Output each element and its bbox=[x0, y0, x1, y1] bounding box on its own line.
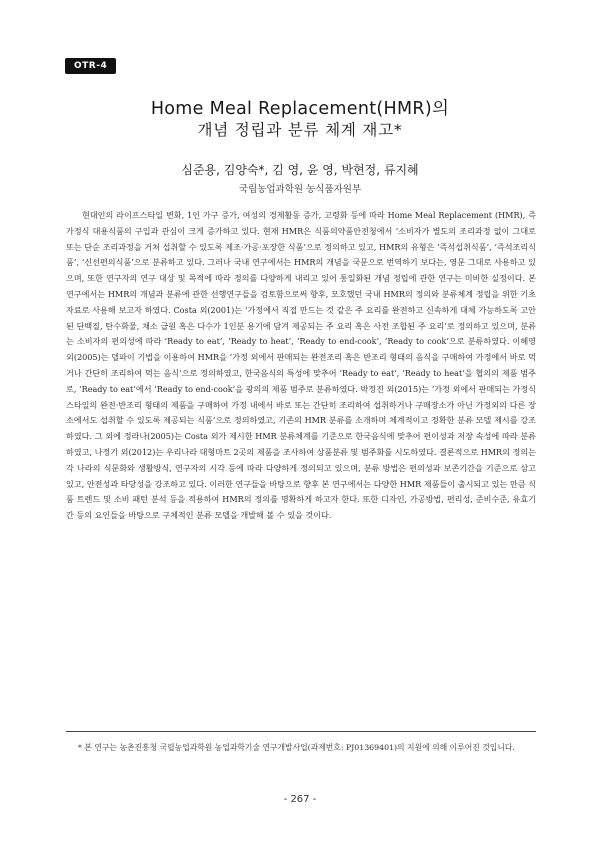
author-list: 심준용, 김양숙*, 김 영, 윤 영, 박현정, 류지혜 bbox=[181, 163, 419, 177]
paper-title-line2: 개념 정립과 분류 체계 재고* bbox=[197, 121, 403, 139]
footnote-divider bbox=[66, 731, 536, 732]
page-number: - 267 - bbox=[283, 794, 317, 805]
abstract-body: 현대인의 라이프스타일 변화, 1인 가구 증가, 여성의 경제활동 증가, 고령화 등에 따라 Home Meal Replacement (HMR), 즉 가정식 대용식품의 구입과 관심이 크게 증가하고 있다. 현재 HMR은 식품의약품안전청에서 ‘소비자가 별도의 조리과정 없이 그대로 또는 단순 조리과정을 거쳐 섭취할 수 있도록 제조·가공·포장한 식품’으로 정의하고 있고, HMR의 유형은 ‘즉석섭취식품’, ‘즉석조리식품’, ‘신선편의식품’으로 분류하고 있다. 그러나 국내 연구에서는 HMR의 개념을 국문으로 번역하기 보다는, 영문 그대로 사용하고 있으며, 또한 연구자의 연구 대상 및 목적에 따라 정의를 다양하게 내리고 있어 통일화된 개념 정립에 관한 연구는 미비한 실정이다. 본 연구에서는 HMR의 개념과 분류에 관한 선행연구들을 검토함으로써 향후, 모호했던 국내 HMR의 정의와 분류체계 정립을 위한 기초자료로 사용해 보고자 하였다. Costa 외(2001)는 ‘가정에서 직접 만드는 것 같은 주 요리를 완전하고 신속하게 대체 가능하도록 고안된 단백질, 탄수화물, 채소 급원 혹은 다수가 1인분 용기에 담겨 제공되는 주 요리 혹은 사전 조합된 주 요리’로 정의하고 있으며, 분류는 소비자의 편의성에 따라 ‘Ready to eat’, ‘Ready to heat’, ‘Ready to end-cook’, ‘Ready to cook’으로 분류하였다. 이혜영 외(2005)는 델파이 기법을 이용하여 HMR을 ‘가정 외에서 판매되는 완전조리 혹은 반조리 형태의 음식을 구매하여 가정에서 바로 먹거나 간단히 조리하여 먹는 음식’으로 정의하였고, 한국음식의 특성에 맞추어 ‘Ready to eat’, ‘Ready to heat’을 협의의 제품 범주로, ‘Ready to eat’에서 ‘Ready to end-cook’을 광의의 제품 범주로 분류하였다. 박정진 외(2015)는 ‘가정 외에서 판매되는 가정식 스타일의 완전·반조리 형태의 제품을 구매하여 가정 내에서 바로 또는 간단히 조리하여 섭취하거나 구매장소가 아닌 가정외의 다른 장소에서도 섭취할 수 있도록 제공되는 식품’으로 정의하였고, 기존의 HMR 분류를 소개하며 체계적이고 정확한 분류 모델 제시를 강조하였다. 그 외에 정라나(2005)는 Costa 외가 제시한 HMR 분류체계를 기준으로 한국음식에 맞추어 편이성과 저장 속성에 따라 분류하였고, 나정기 외(2012)는 우리나라 대형마트 2곳의 제품을 조사하여 상품분류 및 범주화를 시도하였다. 결론적으로 HMR의 정의는 각 나라의 식문화와 생활방식, 연구자의 시각 등에 따라 다양하게 정의되고 있으며, 분류 방법은 편의성과 보존기간을 기준으로 삼고 있고, 안전성과 타당성을 강조하고 있다. 이러한 연구들을 바탕으로 향후 본 연구에서는 다양한 HMR 제품들이 출시되고 있는 만큼 식품 트렌드 및 소비 패턴 분석 등을 적용하여 HMR의 정의를 명확하게 하고자 한다. 또한 디자인, 가공방법, 편리성, 준비수준, 유효기간 등의 요인들을 바탕으로 구체적인 분류 모델을 개발해 볼 수 있을 것이다. bbox=[66, 210, 536, 521]
session-badge: OTR-4 bbox=[65, 58, 116, 74]
paper-title-line1: Home Meal Replacement(HMR)의 bbox=[150, 99, 450, 119]
affiliation: 국립농업과학원 농식품자원부 bbox=[238, 184, 362, 195]
funding-footnote: * 본 연구는 농촌진흥청 국립농업과학원 농업과학기술 연구개발사업(과제번호: PJ01369401)의 지원에 의해 이루어진 것입니다. bbox=[78, 743, 515, 752]
